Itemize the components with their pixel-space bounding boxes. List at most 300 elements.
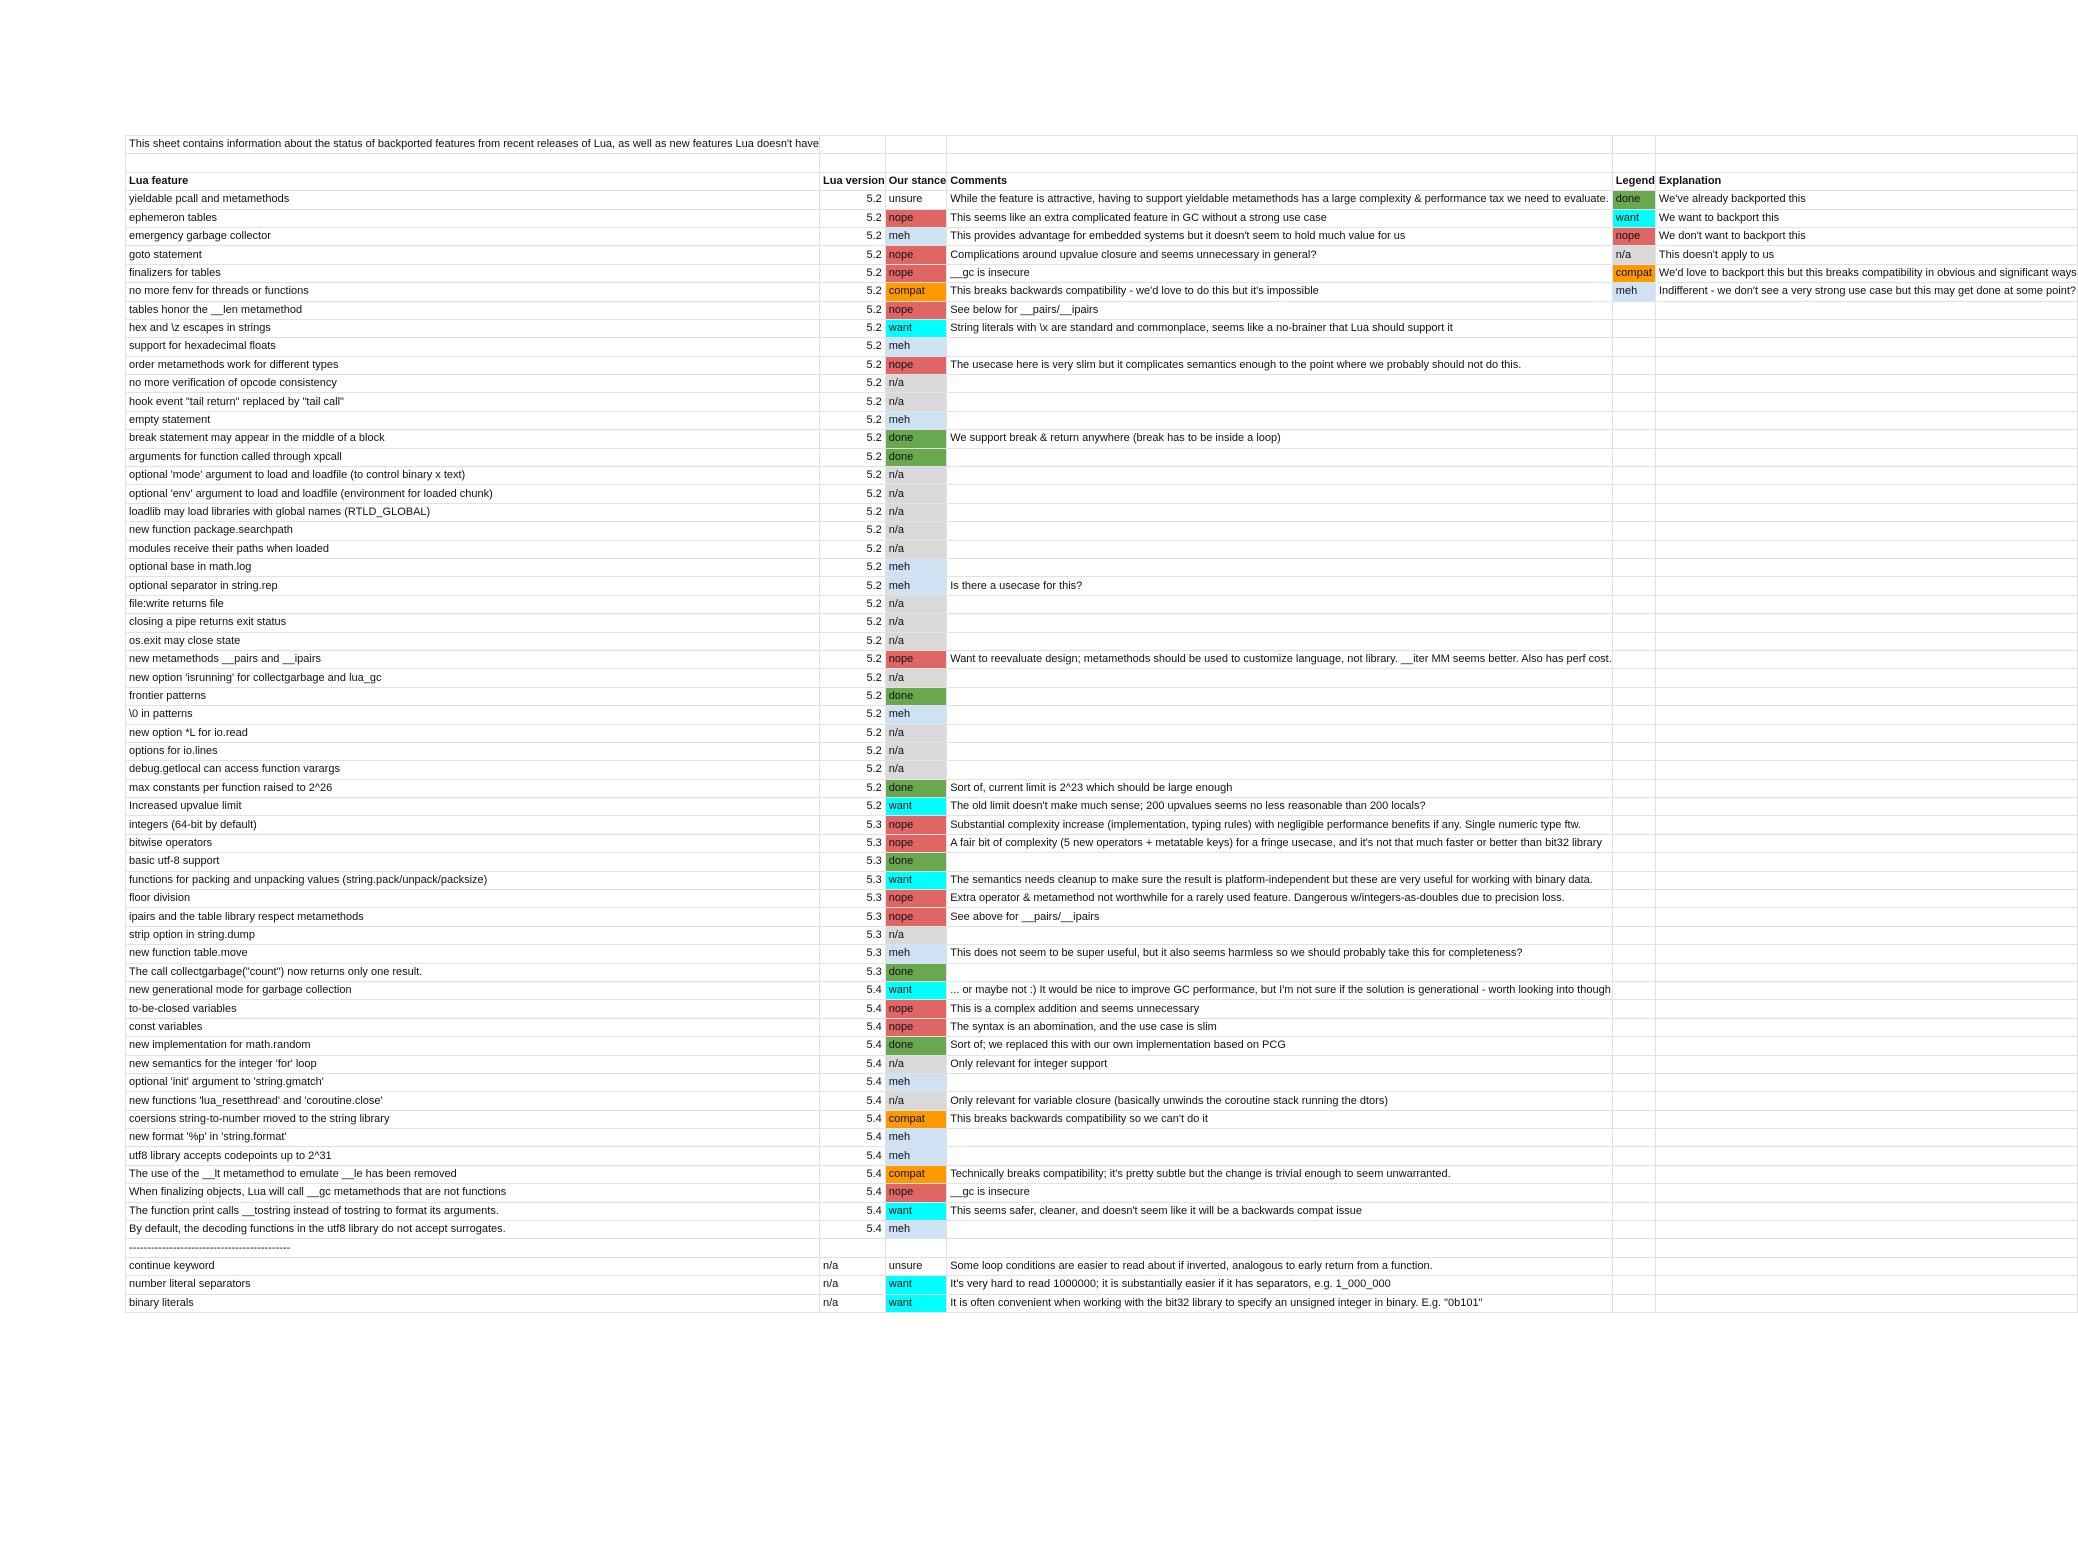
empty-cell[interactable] <box>1612 816 1655 834</box>
empty-cell[interactable] <box>1612 724 1655 742</box>
version-cell[interactable]: 5.2 <box>820 779 886 797</box>
comment-cell[interactable] <box>947 614 1613 632</box>
comment-cell[interactable]: A fair bit of complexity (5 new operators + metatable keys) for a fringe usecase, and it's not that much faster or better than bit32 library <box>947 834 1613 852</box>
empty-cell[interactable] <box>1612 853 1655 871</box>
empty-cell[interactable] <box>1612 540 1655 558</box>
version-cell[interactable]: n/a <box>820 1257 886 1275</box>
comment-cell[interactable] <box>947 853 1613 871</box>
stance-cell[interactable]: nope <box>885 246 946 264</box>
empty-cell[interactable] <box>1655 761 2077 779</box>
stance-cell[interactable]: n/a <box>885 595 946 613</box>
empty-cell[interactable] <box>1612 1202 1655 1220</box>
stance-cell[interactable]: meh <box>885 1147 946 1165</box>
feature-cell[interactable]: The use of the __lt metamethod to emulate __le has been removed <box>126 1165 820 1183</box>
empty-cell[interactable] <box>947 136 1613 154</box>
feature-cell[interactable]: binary literals <box>126 1294 820 1312</box>
comment-cell[interactable] <box>947 448 1613 466</box>
comment-cell[interactable]: This provides advantage for embedded systems but it doesn't seem to hold much value for us <box>947 227 1613 245</box>
feature-cell[interactable]: ephemeron tables <box>126 209 820 227</box>
empty-cell[interactable] <box>1612 136 1655 154</box>
empty-cell[interactable] <box>1655 1257 2077 1275</box>
version-cell[interactable]: 5.2 <box>820 742 886 760</box>
stance-cell[interactable]: meh <box>885 1129 946 1147</box>
empty-cell[interactable] <box>1655 448 2077 466</box>
feature-cell[interactable]: optional base in math.log <box>126 558 820 576</box>
empty-cell[interactable] <box>1655 742 2077 760</box>
stance-cell[interactable]: compat <box>885 283 946 301</box>
feature-cell[interactable]: closing a pipe returns exit status <box>126 614 820 632</box>
empty-cell[interactable] <box>1655 834 2077 852</box>
empty-cell[interactable] <box>1612 1000 1655 1018</box>
stance-cell[interactable]: done <box>885 963 946 981</box>
stance-cell[interactable]: n/a <box>885 393 946 411</box>
stance-cell[interactable]: done <box>885 430 946 448</box>
version-cell[interactable]: 5.3 <box>820 926 886 944</box>
feature-cell[interactable]: ipairs and the table library respect metamethods <box>126 908 820 926</box>
empty-cell[interactable] <box>1655 411 2077 429</box>
comment-cell[interactable]: Substantial complexity increase (implementation, typing rules) with negligible performance benefits if any. Single numeric type ftw. <box>947 816 1613 834</box>
legend-explanation-cell[interactable]: We've already backported this <box>1655 191 2077 209</box>
feature-cell[interactable]: arguments for function called through xpcall <box>126 448 820 466</box>
stance-cell[interactable]: nope <box>885 301 946 319</box>
comment-cell[interactable] <box>947 503 1613 521</box>
empty-cell[interactable] <box>1655 540 2077 558</box>
feature-cell[interactable]: hook event "tail return" replaced by "tail call" <box>126 393 820 411</box>
comment-cell[interactable]: This does not seem to be super useful, but it also seems harmless so we should probably take this for completeness? <box>947 945 1613 963</box>
feature-cell[interactable]: emergency garbage collector <box>126 227 820 245</box>
feature-cell[interactable]: new function table.move <box>126 945 820 963</box>
version-cell[interactable]: 5.2 <box>820 191 886 209</box>
version-cell[interactable]: 5.2 <box>820 448 886 466</box>
feature-cell[interactable]: empty statement <box>126 411 820 429</box>
feature-cell[interactable]: max constants per function raised to 2^26 <box>126 779 820 797</box>
comment-cell[interactable] <box>947 963 1613 981</box>
comment-cell[interactable]: Want to reevaluate design; metamethods should be used to customize language, not library. __iter MM seems better. Also has perf cost. <box>947 650 1613 668</box>
feature-cell[interactable]: new functions 'lua_resetthread' and 'coroutine.close' <box>126 1092 820 1110</box>
comment-cell[interactable]: This breaks backwards compatibility so we can't do it <box>947 1110 1613 1128</box>
feature-cell[interactable]: loadlib may load libraries with global names (RTLD_GLOBAL) <box>126 503 820 521</box>
comment-cell[interactable] <box>947 687 1613 705</box>
feature-cell[interactable]: file:write returns file <box>126 595 820 613</box>
empty-cell[interactable] <box>1655 503 2077 521</box>
version-cell[interactable]: 5.2 <box>820 319 886 337</box>
version-cell[interactable]: 5.4 <box>820 1055 886 1073</box>
feature-cell[interactable]: When finalizing objects, Lua will call __gc metamethods that are not functions <box>126 1184 820 1202</box>
stance-cell[interactable]: unsure <box>885 1257 946 1275</box>
version-cell[interactable]: 5.2 <box>820 558 886 576</box>
stance-cell[interactable]: n/a <box>885 742 946 760</box>
empty-cell[interactable] <box>1612 890 1655 908</box>
comment-cell[interactable] <box>947 467 1613 485</box>
version-cell[interactable]: 5.3 <box>820 963 886 981</box>
version-cell[interactable]: 5.2 <box>820 356 886 374</box>
comment-cell[interactable] <box>947 926 1613 944</box>
stance-cell[interactable]: nope <box>885 816 946 834</box>
empty-cell[interactable] <box>1655 1276 2077 1294</box>
stance-cell[interactable]: want <box>885 1294 946 1312</box>
comment-cell[interactable] <box>947 411 1613 429</box>
empty-cell[interactable] <box>1655 706 2077 724</box>
version-cell[interactable]: 5.2 <box>820 467 886 485</box>
comment-cell[interactable] <box>947 1221 1613 1239</box>
empty-cell[interactable] <box>1612 779 1655 797</box>
empty-cell[interactable] <box>885 136 946 154</box>
version-cell[interactable]: 5.2 <box>820 503 886 521</box>
feature-cell[interactable]: new metamethods __pairs and __ipairs <box>126 650 820 668</box>
stance-cell[interactable]: done <box>885 1037 946 1055</box>
comment-cell[interactable] <box>947 1073 1613 1091</box>
stance-cell[interactable]: n/a <box>885 724 946 742</box>
comment-cell[interactable] <box>947 338 1613 356</box>
empty-cell[interactable] <box>1655 1000 2077 1018</box>
comment-cell[interactable]: See below for __pairs/__ipairs <box>947 301 1613 319</box>
empty-cell[interactable] <box>1655 1294 2077 1312</box>
stance-cell[interactable]: compat <box>885 1165 946 1183</box>
version-cell[interactable]: 5.3 <box>820 908 886 926</box>
stance-cell[interactable]: n/a <box>885 632 946 650</box>
empty-cell[interactable] <box>1655 816 2077 834</box>
empty-cell[interactable] <box>1612 375 1655 393</box>
version-cell[interactable]: 5.3 <box>820 816 886 834</box>
stance-cell[interactable]: want <box>885 798 946 816</box>
legend-status-cell[interactable]: nope <box>1612 227 1655 245</box>
stance-cell[interactable]: nope <box>885 209 946 227</box>
comment-cell[interactable]: We support break & return anywhere (break has to be inside a loop) <box>947 430 1613 448</box>
empty-cell[interactable] <box>1655 871 2077 889</box>
stance-cell[interactable]: want <box>885 981 946 999</box>
comment-cell[interactable]: It is often convenient when working with the bit32 library to specify an unsigned integer in binary. E.g. "0b101" <box>947 1294 1613 1312</box>
comment-cell[interactable]: Some loop conditions are easier to read about if inverted, analogous to early return from a function. <box>947 1257 1613 1275</box>
empty-cell[interactable] <box>1655 430 2077 448</box>
feature-cell[interactable]: bitwise operators <box>126 834 820 852</box>
feature-cell[interactable]: const variables <box>126 1018 820 1036</box>
comment-cell[interactable]: See above for __pairs/__ipairs <box>947 908 1613 926</box>
stance-cell[interactable]: n/a <box>885 614 946 632</box>
empty-cell[interactable] <box>1655 632 2077 650</box>
header-legend[interactable]: Legend <box>1612 172 1655 190</box>
feature-cell[interactable]: new format '%p' in 'string.format' <box>126 1129 820 1147</box>
stance-cell[interactable]: nope <box>885 1184 946 1202</box>
feature-cell[interactable]: optional 'init' argument to 'string.gmatch' <box>126 1073 820 1091</box>
comment-cell[interactable]: It's very hard to read 1000000; it is substantially easier if it has separators, e.g. 1_000_000 <box>947 1276 1613 1294</box>
version-cell[interactable]: 5.2 <box>820 301 886 319</box>
empty-cell[interactable] <box>1655 779 2077 797</box>
version-cell[interactable]: n/a <box>820 1294 886 1312</box>
empty-cell[interactable] <box>1655 393 2077 411</box>
feature-cell[interactable]: number literal separators <box>126 1276 820 1294</box>
empty-cell[interactable] <box>1612 356 1655 374</box>
empty-cell[interactable] <box>1655 1202 2077 1220</box>
header-comments[interactable]: Comments <box>947 172 1613 190</box>
empty-cell[interactable] <box>1655 595 2077 613</box>
version-cell[interactable]: 5.2 <box>820 650 886 668</box>
stance-cell[interactable]: n/a <box>885 669 946 687</box>
empty-cell[interactable] <box>885 154 946 172</box>
header-explanation[interactable]: Explanation <box>1655 172 2077 190</box>
legend-explanation-cell[interactable]: We want to backport this <box>1655 209 2077 227</box>
version-cell[interactable]: 5.2 <box>820 540 886 558</box>
stance-cell[interactable]: n/a <box>885 1055 946 1073</box>
feature-cell[interactable]: yieldable pcall and metamethods <box>126 191 820 209</box>
version-cell[interactable] <box>820 1239 886 1257</box>
feature-cell[interactable]: goto statement <box>126 246 820 264</box>
version-cell[interactable]: 5.2 <box>820 411 886 429</box>
empty-cell[interactable] <box>1655 558 2077 576</box>
feature-cell[interactable]: By default, the decoding functions in the utf8 library do not accept surrogates. <box>126 1221 820 1239</box>
stance-cell[interactable]: meh <box>885 945 946 963</box>
empty-cell[interactable] <box>1612 981 1655 999</box>
stance-cell[interactable]: nope <box>885 834 946 852</box>
stance-cell[interactable]: done <box>885 853 946 871</box>
feature-cell[interactable]: options for io.lines <box>126 742 820 760</box>
feature-cell[interactable]: The call collectgarbage("count") now returns only one result. <box>126 963 820 981</box>
version-cell[interactable]: 5.2 <box>820 669 886 687</box>
comment-cell[interactable]: The usecase here is very slim but it complicates semantics enough to the point where we probably should not do this. <box>947 356 1613 374</box>
comment-cell[interactable] <box>947 540 1613 558</box>
feature-cell[interactable]: functions for packing and unpacking values (string.pack/unpack/packsize) <box>126 871 820 889</box>
legend-explanation-cell[interactable]: This doesn't apply to us <box>1655 246 2077 264</box>
feature-cell[interactable]: utf8 library accepts codepoints up to 2^31 <box>126 1147 820 1165</box>
stance-cell[interactable]: n/a <box>885 485 946 503</box>
stance-cell[interactable]: n/a <box>885 375 946 393</box>
feature-cell[interactable]: order metamethods work for different types <box>126 356 820 374</box>
empty-cell[interactable] <box>1612 798 1655 816</box>
version-cell[interactable]: 5.2 <box>820 227 886 245</box>
comment-cell[interactable]: This breaks backwards compatibility - we'd love to do this but it's impossible <box>947 283 1613 301</box>
empty-cell[interactable] <box>1612 485 1655 503</box>
feature-cell[interactable]: new semantics for the integer 'for' loop <box>126 1055 820 1073</box>
stance-cell[interactable]: meh <box>885 1221 946 1239</box>
comment-cell[interactable] <box>947 742 1613 760</box>
feature-cell[interactable]: coersions string-to-number moved to the string library <box>126 1110 820 1128</box>
empty-cell[interactable] <box>1612 926 1655 944</box>
version-cell[interactable]: 5.4 <box>820 1037 886 1055</box>
comment-cell[interactable]: Sort of; we replaced this with our own implementation based on PCG <box>947 1037 1613 1055</box>
version-cell[interactable]: 5.2 <box>820 375 886 393</box>
empty-cell[interactable] <box>1655 926 2077 944</box>
comment-cell[interactable] <box>947 1129 1613 1147</box>
empty-cell[interactable] <box>1612 301 1655 319</box>
empty-cell[interactable] <box>820 154 886 172</box>
legend-explanation-cell[interactable]: We'd love to backport this but this breaks compatibility in obvious and significant ways <box>1655 264 2077 282</box>
comment-cell[interactable]: The old limit doesn't make much sense; 200 upvalues seems no less reasonable than 200 locals? <box>947 798 1613 816</box>
version-cell[interactable]: 5.4 <box>820 1129 886 1147</box>
empty-cell[interactable] <box>1612 908 1655 926</box>
empty-cell[interactable] <box>1612 1239 1655 1257</box>
empty-cell[interactable] <box>1612 154 1655 172</box>
version-cell[interactable]: 5.2 <box>820 632 886 650</box>
version-cell[interactable]: 5.2 <box>820 264 886 282</box>
empty-cell[interactable] <box>1655 1221 2077 1239</box>
comment-cell[interactable]: Is there a usecase for this? <box>947 577 1613 595</box>
comment-cell[interactable] <box>947 761 1613 779</box>
empty-cell[interactable] <box>1612 669 1655 687</box>
empty-cell[interactable] <box>820 136 886 154</box>
empty-cell[interactable] <box>1655 1018 2077 1036</box>
empty-cell[interactable] <box>1612 1018 1655 1036</box>
empty-cell[interactable] <box>1655 485 2077 503</box>
comment-cell[interactable] <box>947 1147 1613 1165</box>
empty-cell[interactable] <box>1612 1129 1655 1147</box>
empty-cell[interactable] <box>1655 1165 2077 1183</box>
stance-cell[interactable]: done <box>885 779 946 797</box>
stance-cell[interactable]: compat <box>885 1110 946 1128</box>
version-cell[interactable]: 5.2 <box>820 577 886 595</box>
empty-cell[interactable] <box>1612 632 1655 650</box>
empty-cell[interactable] <box>1655 890 2077 908</box>
empty-cell[interactable] <box>1655 301 2077 319</box>
empty-cell[interactable] <box>1612 1276 1655 1294</box>
comment-cell[interactable]: This seems like an extra complicated feature in GC without a strong use case <box>947 209 1613 227</box>
empty-cell[interactable] <box>1655 356 2077 374</box>
version-cell[interactable]: 5.4 <box>820 1092 886 1110</box>
comment-cell[interactable]: __gc is insecure <box>947 264 1613 282</box>
stance-cell[interactable]: nope <box>885 264 946 282</box>
legend-status-cell[interactable]: meh <box>1612 283 1655 301</box>
legend-explanation-cell[interactable]: Indifferent - we don't see a very strong use case but this may get done at some point? <box>1655 283 2077 301</box>
empty-cell[interactable] <box>1655 1147 2077 1165</box>
empty-cell[interactable] <box>1612 1092 1655 1110</box>
comment-cell[interactable] <box>947 595 1613 613</box>
comment-cell[interactable]: Sort of, current limit is 2^23 which should be large enough <box>947 779 1613 797</box>
empty-cell[interactable] <box>1655 467 2077 485</box>
version-cell[interactable]: 5.2 <box>820 614 886 632</box>
empty-cell[interactable] <box>1612 1073 1655 1091</box>
version-cell[interactable]: 5.4 <box>820 1165 886 1183</box>
legend-status-cell[interactable]: n/a <box>1612 246 1655 264</box>
empty-cell[interactable] <box>1612 393 1655 411</box>
empty-cell[interactable] <box>1612 1165 1655 1183</box>
empty-cell[interactable] <box>1612 945 1655 963</box>
comment-cell[interactable]: This is a complex addition and seems unnecessary <box>947 1000 1613 1018</box>
stance-cell[interactable]: nope <box>885 1000 946 1018</box>
header-feature[interactable]: Lua feature <box>126 172 820 190</box>
comment-cell[interactable] <box>947 632 1613 650</box>
version-cell[interactable]: 5.4 <box>820 981 886 999</box>
empty-cell[interactable] <box>1655 614 2077 632</box>
version-cell[interactable]: 5.2 <box>820 595 886 613</box>
empty-cell[interactable] <box>1612 1055 1655 1073</box>
feature-cell[interactable]: Increased upvalue limit <box>126 798 820 816</box>
feature-cell[interactable]: floor division <box>126 890 820 908</box>
feature-cell[interactable]: new option *L for io.read <box>126 724 820 742</box>
feature-cell[interactable]: modules receive their paths when loaded <box>126 540 820 558</box>
comment-cell[interactable]: Only relevant for variable closure (basically unwinds the coroutine stack running the dtors) <box>947 1092 1613 1110</box>
comment-cell[interactable]: ... or maybe not :) It would be nice to improve GC performance, but I'm not sure if the solution is generational - worth looking into though <box>947 981 1613 999</box>
empty-cell[interactable] <box>1612 1110 1655 1128</box>
feature-cell[interactable]: new function package.searchpath <box>126 522 820 540</box>
empty-cell[interactable] <box>1612 467 1655 485</box>
version-cell[interactable]: 5.3 <box>820 945 886 963</box>
empty-cell[interactable] <box>1655 981 2077 999</box>
version-cell[interactable]: 5.2 <box>820 706 886 724</box>
stance-cell[interactable]: meh <box>885 558 946 576</box>
feature-cell[interactable]: optional 'env' argument to load and loadfile (environment for loaded chunk) <box>126 485 820 503</box>
version-cell[interactable]: 5.3 <box>820 890 886 908</box>
version-cell[interactable]: 5.2 <box>820 209 886 227</box>
feature-cell[interactable]: integers (64-bit by default) <box>126 816 820 834</box>
empty-cell[interactable] <box>1612 1184 1655 1202</box>
empty-cell[interactable] <box>1655 650 2077 668</box>
feature-cell[interactable]: tables honor the __len metamethod <box>126 301 820 319</box>
stance-cell[interactable]: want <box>885 1202 946 1220</box>
stance-cell[interactable]: meh <box>885 577 946 595</box>
feature-cell[interactable]: new option 'isrunning' for collectgarbage and lua_gc <box>126 669 820 687</box>
empty-cell[interactable] <box>1655 687 2077 705</box>
empty-cell[interactable] <box>1612 1147 1655 1165</box>
empty-cell[interactable] <box>1655 963 2077 981</box>
comment-cell[interactable] <box>947 558 1613 576</box>
feature-cell[interactable]: strip option in string.dump <box>126 926 820 944</box>
comment-cell[interactable]: Technically breaks compatibility; it's pretty subtle but the change is trivial enough to seem unwarranted. <box>947 1165 1613 1183</box>
version-cell[interactable]: 5.2 <box>820 393 886 411</box>
empty-cell[interactable] <box>1612 430 1655 448</box>
empty-cell[interactable] <box>1612 338 1655 356</box>
version-cell[interactable]: 5.4 <box>820 1221 886 1239</box>
stance-cell[interactable]: n/a <box>885 1092 946 1110</box>
version-cell[interactable]: 5.4 <box>820 1000 886 1018</box>
version-cell[interactable]: 5.2 <box>820 687 886 705</box>
feature-cell[interactable]: optional separator in string.rep <box>126 577 820 595</box>
comment-cell[interactable]: __gc is insecure <box>947 1184 1613 1202</box>
stance-cell[interactable]: meh <box>885 411 946 429</box>
empty-cell[interactable] <box>1655 669 2077 687</box>
empty-cell[interactable] <box>126 154 820 172</box>
header-version[interactable]: Lua version <box>820 172 886 190</box>
intro-cell[interactable]: This sheet contains information about the status of backported features from recent releases of Lua, as well as new features Lua doesn't have <box>126 136 820 154</box>
empty-cell[interactable] <box>1612 834 1655 852</box>
empty-cell[interactable] <box>1655 375 2077 393</box>
empty-cell[interactable] <box>1612 411 1655 429</box>
empty-cell[interactable] <box>1655 853 2077 871</box>
empty-cell[interactable] <box>1655 798 2077 816</box>
feature-cell[interactable]: optional 'mode' argument to load and loadfile (to control binary x text) <box>126 467 820 485</box>
empty-cell[interactable] <box>1612 1294 1655 1312</box>
comment-cell[interactable] <box>947 485 1613 503</box>
comment-cell[interactable]: This seems safer, cleaner, and doesn't seem like it will be a backwards compat issue <box>947 1202 1613 1220</box>
stance-cell[interactable]: nope <box>885 356 946 374</box>
version-cell[interactable]: 5.3 <box>820 871 886 889</box>
comment-cell[interactable] <box>947 706 1613 724</box>
comment-cell[interactable] <box>947 1239 1613 1257</box>
comment-cell[interactable] <box>947 522 1613 540</box>
stance-cell[interactable]: unsure <box>885 191 946 209</box>
empty-cell[interactable] <box>1655 577 2077 595</box>
empty-cell[interactable] <box>1612 1221 1655 1239</box>
empty-cell[interactable] <box>1612 595 1655 613</box>
feature-cell[interactable]: frontier patterns <box>126 687 820 705</box>
stance-cell[interactable]: n/a <box>885 467 946 485</box>
stance-cell[interactable]: meh <box>885 338 946 356</box>
empty-cell[interactable] <box>1612 963 1655 981</box>
comment-cell[interactable]: While the feature is attractive, having to support yieldable metamethods has a large complexity & performance tax we need to evaluate. <box>947 191 1613 209</box>
empty-cell[interactable] <box>1655 1092 2077 1110</box>
version-cell[interactable]: 5.3 <box>820 853 886 871</box>
feature-cell[interactable]: -------------------------------------------- <box>126 1239 820 1257</box>
empty-cell[interactable] <box>1612 687 1655 705</box>
version-cell[interactable]: 5.2 <box>820 522 886 540</box>
empty-cell[interactable] <box>1655 522 2077 540</box>
stance-cell[interactable]: done <box>885 687 946 705</box>
feature-cell[interactable]: break statement may appear in the middle of a block <box>126 430 820 448</box>
version-cell[interactable]: 5.2 <box>820 798 886 816</box>
stance-cell[interactable]: meh <box>885 227 946 245</box>
comment-cell[interactable]: String literals with \x are standard and commonplace, seems like a no-brainer that Lua should support it <box>947 319 1613 337</box>
empty-cell[interactable] <box>1655 1184 2077 1202</box>
stance-cell[interactable] <box>885 1239 946 1257</box>
comment-cell[interactable] <box>947 669 1613 687</box>
stance-cell[interactable]: n/a <box>885 503 946 521</box>
